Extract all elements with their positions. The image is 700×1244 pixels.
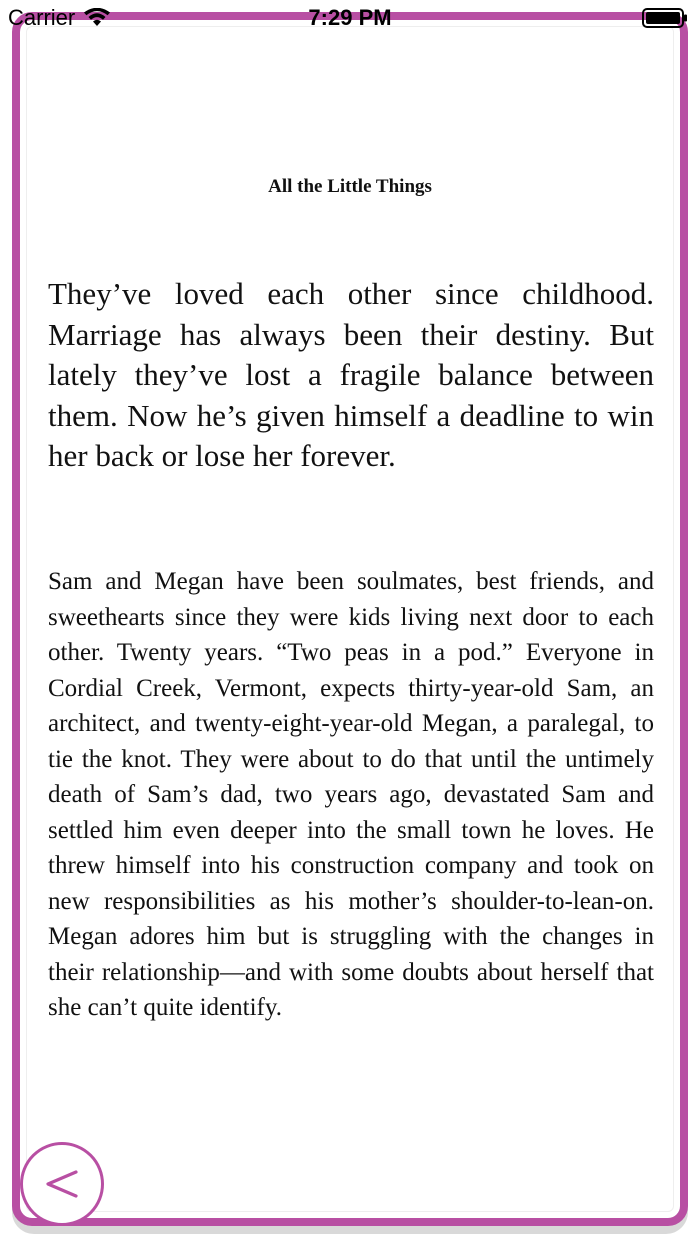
carrier-label: Carrier bbox=[8, 5, 76, 30]
book-title: All the Little Things bbox=[268, 176, 432, 197]
book-description: Sam and Megan have been soulmates, best friends, and sweethearts since they were kids living next door to each other. Twenty years. “Two peas in a pod.” Everyone in Cordial Creek, Vermont, expects thirty-year-old Sam, an architect, and twenty-eight-year-old Megan, a paralegal, to tie the knot. They were about to do that until the untimely death of Sam’s dad, two years ago, devastated Sam and settled him even deeper into the small town he loves. He threw himself into his construction company and took on new responsibilities as his mother’s shoulder-to-lean-on. Megan adores him but is struggling with the changes in their relationship—and with some doubts about herself that she can’t quite identify. bbox=[48, 568, 654, 1021]
status-bar bbox=[0, 0, 700, 36]
clock: 7:29 PM bbox=[308, 5, 392, 30]
book-tagline: They’ve loved each other since childhood. Marriage has always been their destiny. But lately they’ve lost a fragile balance between them. Now he’s given himself a deadline to win her back or lose her forever. bbox=[48, 276, 654, 473]
chevron-left-icon bbox=[42, 1164, 82, 1204]
battery-icon bbox=[642, 8, 688, 28]
back-button[interactable] bbox=[20, 1142, 104, 1226]
